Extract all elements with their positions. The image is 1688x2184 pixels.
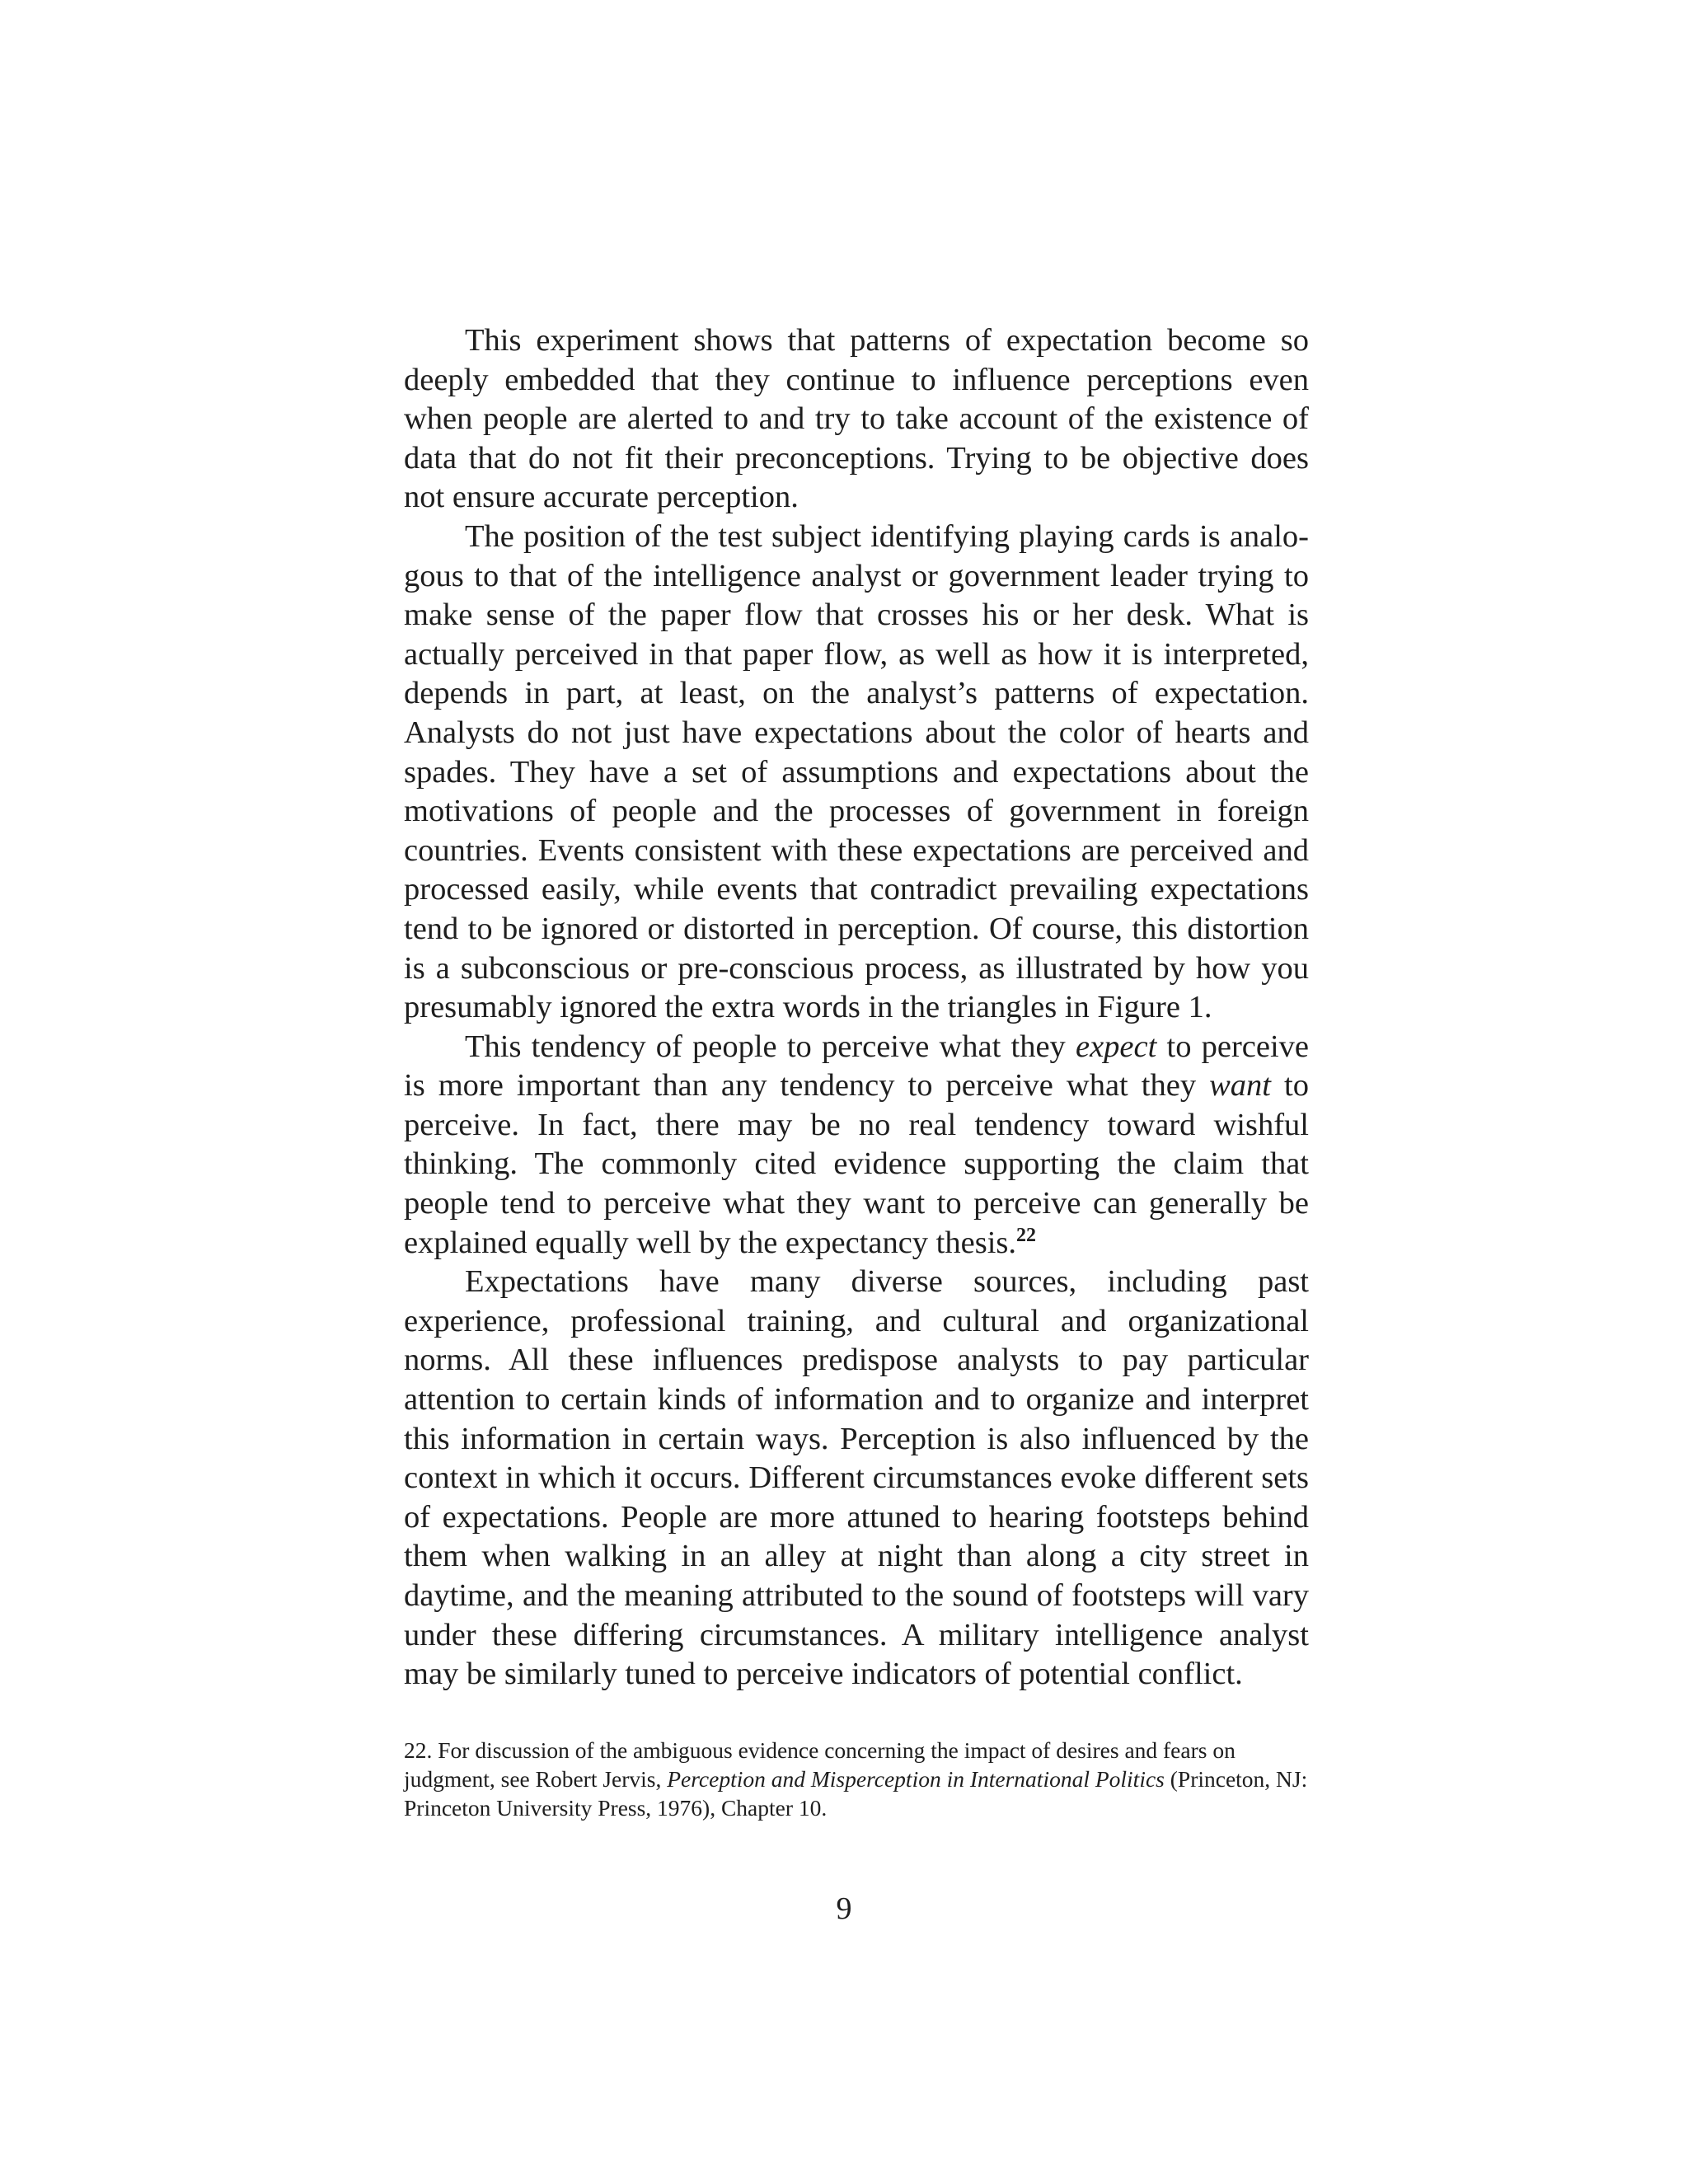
footnote-reference[interactable]: 22 [1016,1224,1037,1246]
body-text [404,321,1309,1694]
paragraph-4: Expectations have many diverse sources, including past experience, professional training, and cultural and organizational norms. All these influences predispose analysts to pay particular attention to certain kinds of information and to organize and interpret this information in certain ways. Perception is also influenced by the context in which it occurs. Different circumstances evoke different sets of expectations. People are more attuned to hearing footsteps behind them when walking in an alley at night than along a city street in daytime, and the meaning attributed to the sound of footsteps will vary under these differing circumstances. A military intelligence analyst may be similarly tuned to perceive indicators of potential conflict. [404,1264,1309,1692]
emphasis-want: want [1209,1068,1271,1104]
paragraph-3-part-1: This tendency of people to perceive what they [465,1029,1076,1064]
footnote-part-2: (Princeton, NJ: Princeton University Press, 1976), Chapter 10. [404,1766,1308,1821]
footnote-22 [404,1736,1309,1822]
footnote-book-title: Perception and Misperception in International Politics [667,1766,1165,1792]
page-number: 9 [836,1891,852,1926]
paragraph-3 [404,1028,1309,1263]
paragraph-2: The position of the test subject identifying playing cards is analogous to that of the intelligence analyst or government leader trying to make sense of the paper flow that crosses his or her desk. What is actually perceived in that paper flow, as well as how it is interpreted, depends in part, at least, on the analyst’s patterns of expectation. Analysts do not just have expectations about the color of hearts and spades. They have a set of assumptions and expectations about the motivations of people and the processes of government in foreign countries. Events consistent with these expectations are perceived and processed easily, while events that contradict prevailing expectations tend to be ignored or distorted in perception. Of course, this distortion is a subconscious or pre-conscious process, as illustrated by how you presumably ignored the extra words in the triangles in Figure 1. [404,518,1309,1025]
footnote-part-1: 22. For discussion of the ambiguous evidence concerning the impact of desires and fears on judgment, see Robert Jervis, [404,1737,1236,1792]
paragraph-3-part-2: to perceive is more important than any tendency to perceive what they [404,1029,1309,1104]
paragraph-1: This experiment shows that patterns of expectation become so deeply embedded that they continue to influence perceptions even when people are alerted to and try to take account of the existence of data that do not fit their preconceptions. Trying to be objective does not ensure accurate perception. [404,323,1309,515]
emphasis-expect: expect [1076,1029,1157,1064]
paragraph-3-part-3: to perceive. In fact, there may be no real tendency toward wishful thinking. The commonly cited evidence supporting the claim that people tend to perceive what they want to perceive can generally be explained equally well by the expectancy thesis. [404,1068,1309,1260]
